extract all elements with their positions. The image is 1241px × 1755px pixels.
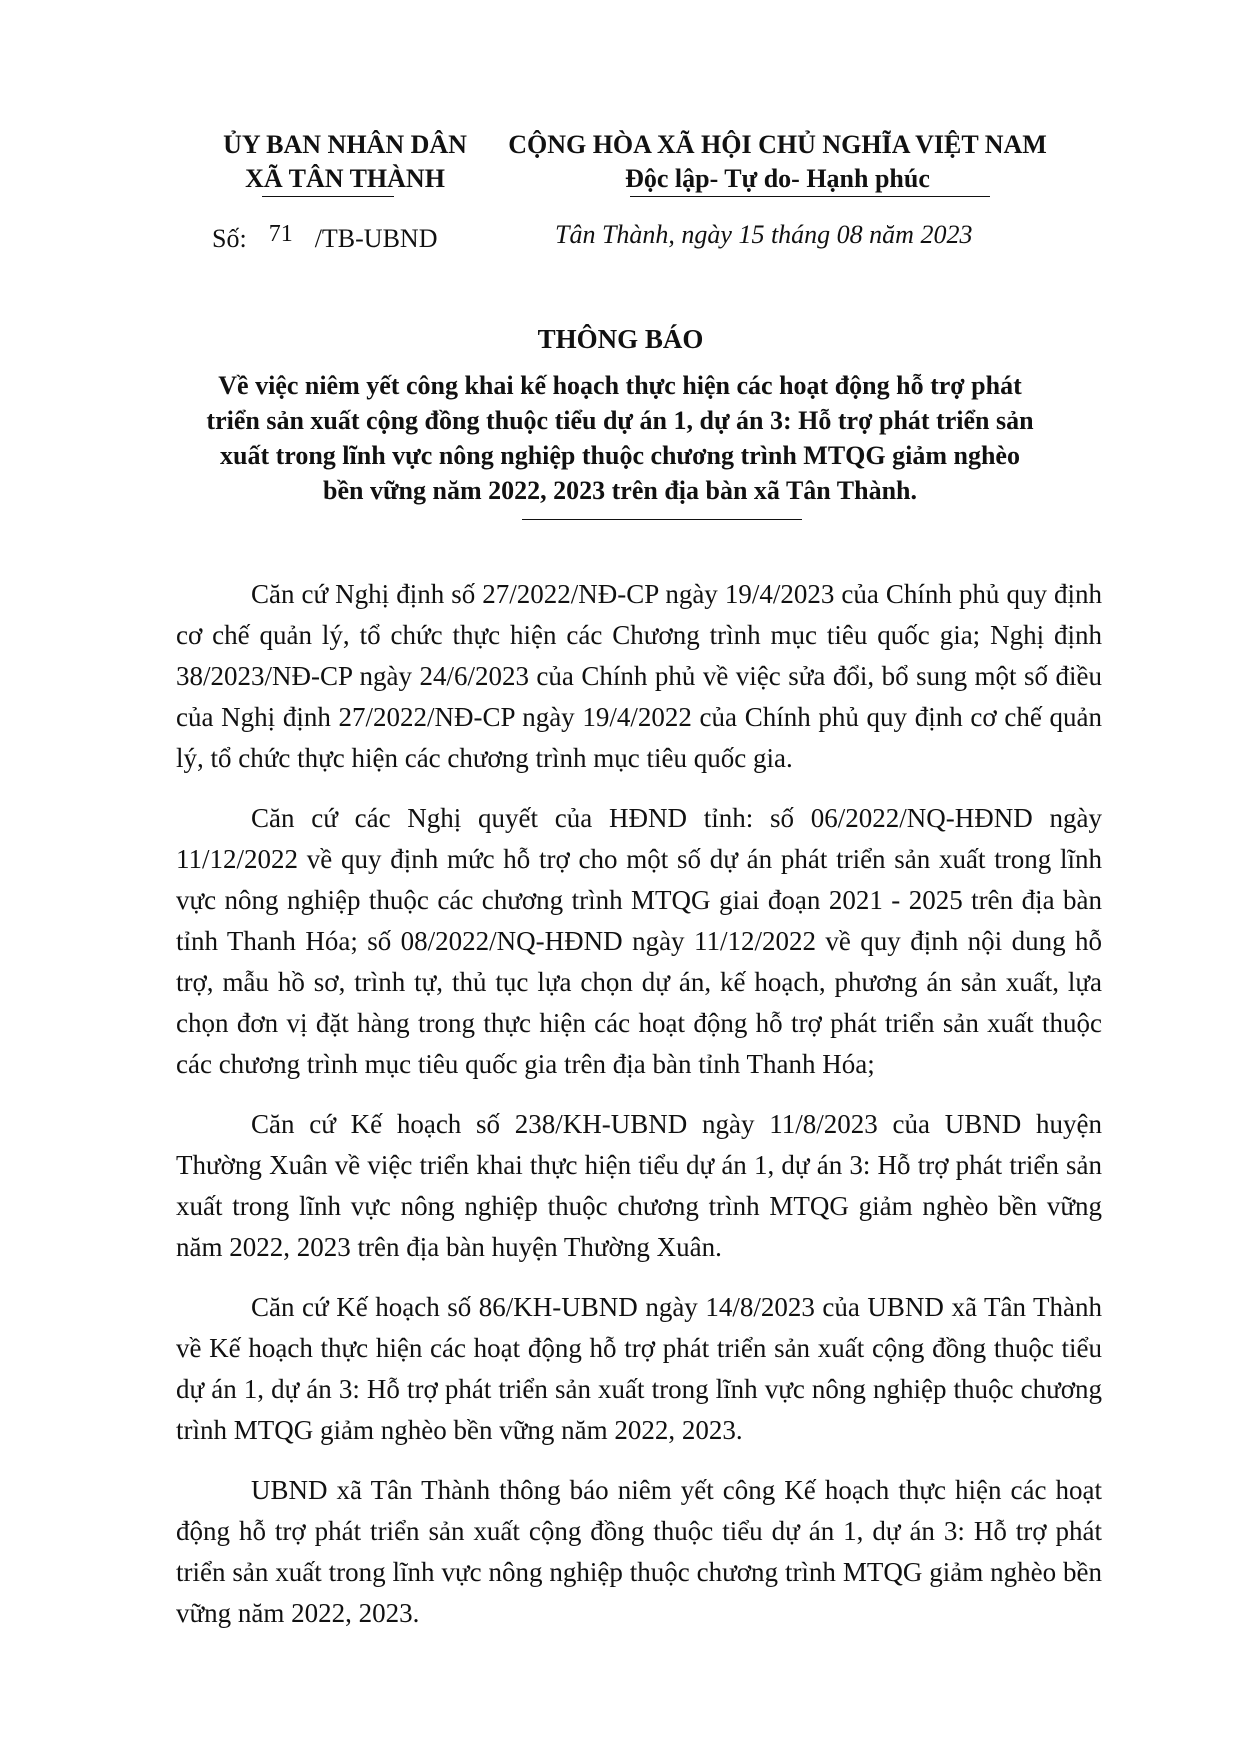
authority-underline	[262, 196, 394, 197]
issuing-authority	[195, 128, 495, 196]
subject-underline	[522, 519, 802, 520]
subject-line: triển sản xuất cộng đồng thuộc tiểu dự án 1, dự án 3: Hỗ trợ phát triển sản	[206, 406, 1034, 435]
body-paragraph: Căn cứ các Nghị quyết của HĐND tỉnh: số 06/2022/NQ-HĐND ngày 11/12/2022 về quy định mức hỗ trợ cho một số dự án phát triển sản xuất trong lĩnh vực nông nghiệp thuộc các chương trình MTQG giai đoạn 2021 - 2025 trên địa bàn tỉnh Thanh Hóa; số 08/2022/NQ-HĐND ngày 11/12/2022 về quy định nội dung hỗ trợ, mẫu hồ sơ, trình tự, thủ tục lựa chọn dự án, kế hoạch, phương án sản xuất, lựa chọn đơn vị đặt hàng trong thực hiện các hoạt động hỗ trợ phát triển sản xuất thuộc các chương trình mục tiêu quốc gia trên địa bàn tỉnh Thanh Hóa;	[176, 803, 1102, 1079]
motto-underline	[630, 196, 990, 197]
subject-line: xuất trong lĩnh vực nông nghiệp thuộc chương trình MTQG giảm nghèo	[220, 441, 1020, 470]
doc-number-suffix: /TB-UBND	[314, 224, 438, 253]
document-number	[212, 221, 438, 254]
national-title-line-1: CỘNG HÒA XÃ HỘI CHỦ NGHĨA VIỆT NAM	[508, 130, 1047, 159]
document-subject	[170, 368, 1070, 508]
body-paragraph: Căn cứ Kế hoạch số 86/KH-UBND ngày 14/8/2023 của UBND xã Tân Thành về Kế hoạch thực hiện các hoạt động hỗ trợ phát triển sản xuất cộng đồng thuộc tiểu dự án 1, dự án 3: Hỗ trợ phát triển sản xuất trong lĩnh vực nông nghiệp thuộc chương trình MTQG giảm nghèo bền vững năm 2022, 2023.	[176, 1292, 1102, 1445]
authority-line-1: ỦY BAN NHÂN DÂN	[223, 130, 467, 159]
place-and-date: Tân Thành, ngày 15 tháng 08 năm 2023	[555, 220, 973, 249]
doc-number-prefix: Số:	[212, 224, 247, 253]
document-body	[176, 574, 1102, 1653]
subject-line: bền vững năm 2022, 2023 trên địa bàn xã Tân Thành.	[322, 476, 918, 505]
subject-line: Về việc niêm yết công khai kế hoạch thực hiện các hoạt động hỗ trợ phát	[218, 371, 1022, 400]
doc-number-value: 71	[268, 221, 293, 247]
national-title	[505, 128, 1050, 196]
document-title: THÔNG BÁO	[537, 324, 704, 354]
motto: Độc lập- Tự do- Hạnh phúc	[625, 164, 930, 193]
authority-line-2: XÃ TÂN THÀNH	[245, 164, 445, 193]
body-paragraph: Căn cứ Kế hoạch số 238/KH-UBND ngày 11/8/2023 của UBND huyện Thường Xuân về việc triển khai thực hiện tiểu dự án 1, dự án 3: Hỗ trợ phát triển sản xuất trong lĩnh vực nông nghiệp thuộc chương trình MTQG giảm nghèo bền vững năm 2022, 2023 trên địa bàn huyện Thường Xuân.	[176, 1109, 1102, 1262]
body-paragraph: Căn cứ Nghị định số 27/2022/NĐ-CP ngày 19/4/2023 của Chính phủ quy định cơ chế quản lý, tổ chức thực hiện các Chương trình mục tiêu quốc gia; Nghị định 38/2023/NĐ-CP ngày 24/6/2023 của Chính phủ về việc sửa đổi, bổ sung một số điều của Nghị định 27/2022/NĐ-CP ngày 19/4/2022 của Chính phủ quy định cơ chế quản lý, tổ chức thực hiện các chương trình mục tiêu quốc gia.	[176, 579, 1102, 773]
body-paragraph: UBND xã Tân Thành thông báo niêm yết công Kế hoạch thực hiện các hoạt động hỗ trợ phát triển sản xuất cộng đồng thuộc tiểu dự án 1, dự án 3: Hỗ trợ phát triển sản xuất trong lĩnh vực nông nghiệp thuộc chương trình MTQG giảm nghèo bền vững năm 2022, 2023.	[176, 1475, 1102, 1628]
